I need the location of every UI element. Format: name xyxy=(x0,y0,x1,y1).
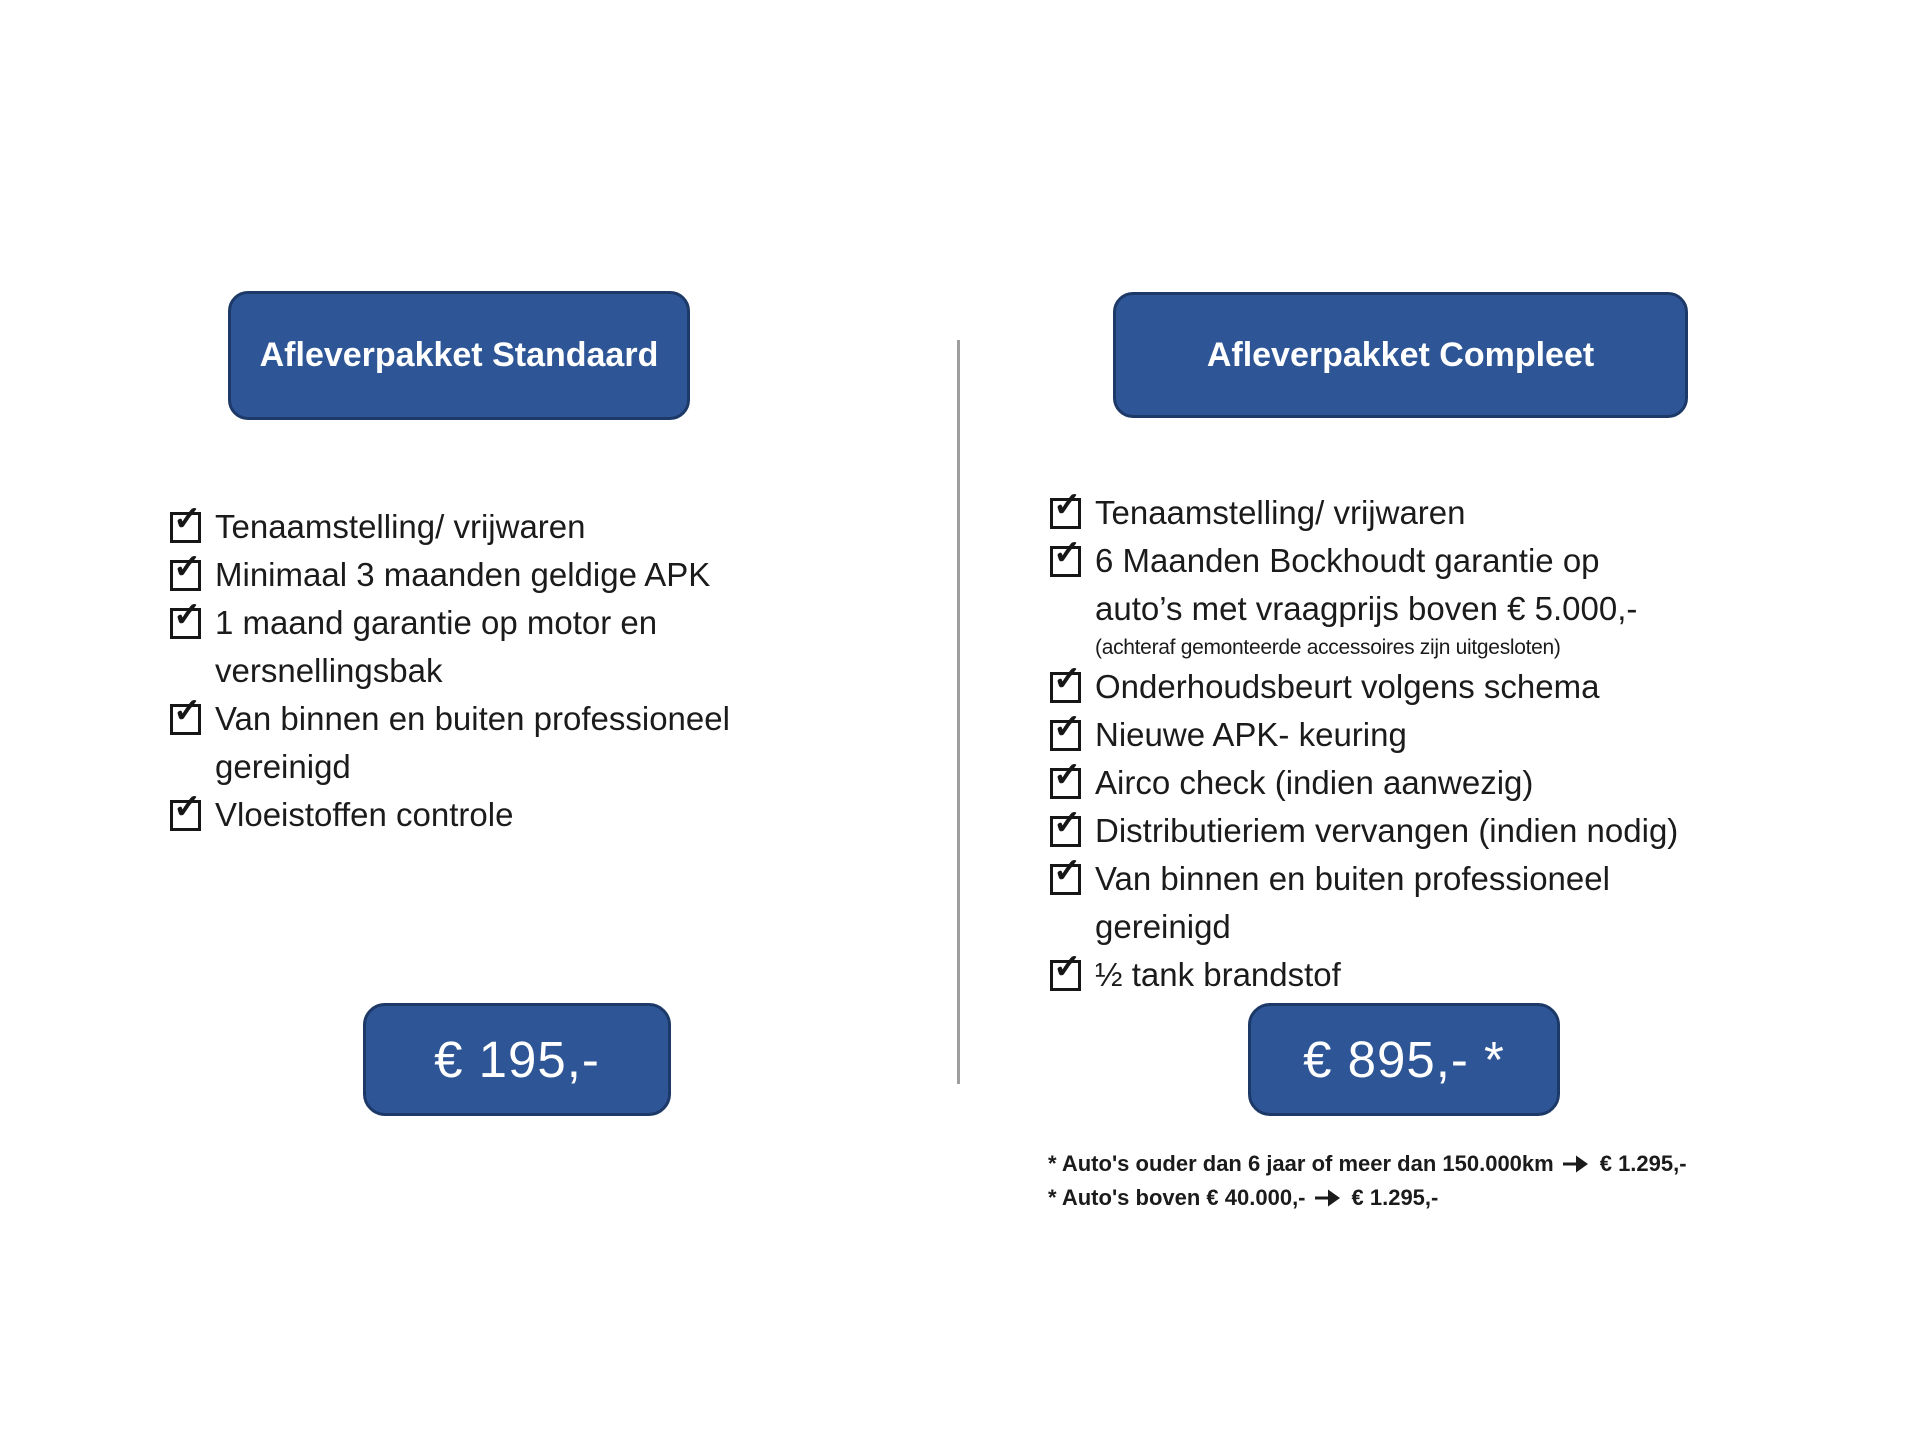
checklist-item xyxy=(170,548,790,599)
checklist-item xyxy=(170,596,790,695)
checklist-item xyxy=(170,788,790,839)
checked-checkbox-icon: ✓ xyxy=(1050,960,1081,991)
right-arrow-icon xyxy=(1314,1186,1342,1210)
checklist-item xyxy=(1050,756,1730,807)
standard-package-title: Afleverpakket Standaard xyxy=(259,336,659,374)
compleet-package-price-badge xyxy=(1248,1003,1560,1116)
checklist-item xyxy=(1050,804,1730,855)
checklist-item xyxy=(1050,708,1730,759)
standard-package-price: € 195,- xyxy=(434,1031,600,1088)
checklist-item-text: 1 maand garantie op motor en xyxy=(215,604,658,641)
checked-checkbox-icon: ✓ xyxy=(170,608,201,639)
compleet-package-price: € 895,- * xyxy=(1303,1031,1505,1088)
checklist-item-text: Onderhoudsbeurt volgens schema xyxy=(1095,668,1600,705)
checklist-item-text: versnellingsbak xyxy=(215,652,443,689)
footnote-line xyxy=(1048,1181,1687,1215)
vertical-divider xyxy=(957,340,960,1084)
checked-checkbox-icon: ✓ xyxy=(170,800,201,831)
compleet-package-header xyxy=(1113,292,1688,418)
checked-checkbox-icon: ✓ xyxy=(1050,720,1081,751)
checklist-item-text: gereinigd xyxy=(215,748,351,785)
checked-checkbox-icon: ✓ xyxy=(1050,768,1081,799)
footnote-text: * Auto's boven € 40.000,- xyxy=(1048,1185,1306,1210)
checklist-item-text: Van binnen en buiten professioneel xyxy=(1095,860,1610,897)
standard-package-header xyxy=(228,291,690,420)
compleet-package-title: Afleverpakket Compleet xyxy=(1206,335,1595,374)
checklist-item xyxy=(170,500,790,551)
footnote-text: * Auto's ouder dan 6 jaar of meer dan 150.000km xyxy=(1048,1151,1554,1176)
checklist-item-note: (achteraf gemonteerde accessoires zijn uitgesloten) xyxy=(1095,636,1561,659)
checked-checkbox-icon: ✓ xyxy=(170,560,201,591)
standard-package-checklist xyxy=(170,500,790,839)
footnote-line xyxy=(1048,1147,1687,1181)
checklist-item-text: gereinigd xyxy=(1095,908,1231,945)
checked-checkbox-icon: ✓ xyxy=(170,512,201,543)
checklist-item-text: Nieuwe APK- keuring xyxy=(1095,716,1407,753)
checklist-item xyxy=(1050,948,1730,999)
checklist-item-text: Vloeistoffen controle xyxy=(215,796,514,833)
checklist-item-text: Airco check (indien aanwezig) xyxy=(1095,764,1534,801)
checklist-item-text: ½ tank brandstof xyxy=(1095,956,1341,993)
checklist-item-text: 6 Maanden Bockhoudt garantie op xyxy=(1095,542,1600,579)
checked-checkbox-icon: ✓ xyxy=(1050,498,1081,529)
compleet-package-checklist xyxy=(1050,486,1730,999)
checklist-item-text: Tenaamstelling/ vrijwaren xyxy=(1095,494,1466,531)
checklist-item-text: Distributieriem vervangen (indien nodig) xyxy=(1095,812,1679,849)
checked-checkbox-icon: ✓ xyxy=(1050,672,1081,703)
checked-checkbox-icon: ✓ xyxy=(1050,864,1081,895)
footnote-text: € 1.295,- xyxy=(1351,1185,1439,1210)
checked-checkbox-icon: ✓ xyxy=(170,704,201,735)
price-footnotes xyxy=(1048,1147,1687,1215)
checklist-item-text: Minimaal 3 maanden geldige APK xyxy=(215,556,711,593)
checklist-item-text: Van binnen en buiten professioneel xyxy=(215,700,730,737)
checklist-item xyxy=(1050,486,1730,537)
checklist-item-text: Tenaamstelling/ vrijwaren xyxy=(215,508,586,545)
checked-checkbox-icon: ✓ xyxy=(1050,546,1081,577)
checklist-item xyxy=(1050,534,1730,663)
footnote-text: € 1.295,- xyxy=(1599,1151,1687,1176)
checklist-item xyxy=(1050,660,1730,711)
right-arrow-icon xyxy=(1562,1152,1590,1176)
standard-package-price-badge xyxy=(363,1003,671,1116)
checked-checkbox-icon: ✓ xyxy=(1050,816,1081,847)
checklist-item-text: auto’s met vraagprijs boven € 5.000,- xyxy=(1095,590,1638,627)
checklist-item xyxy=(170,692,790,791)
checklist-item xyxy=(1050,852,1730,951)
